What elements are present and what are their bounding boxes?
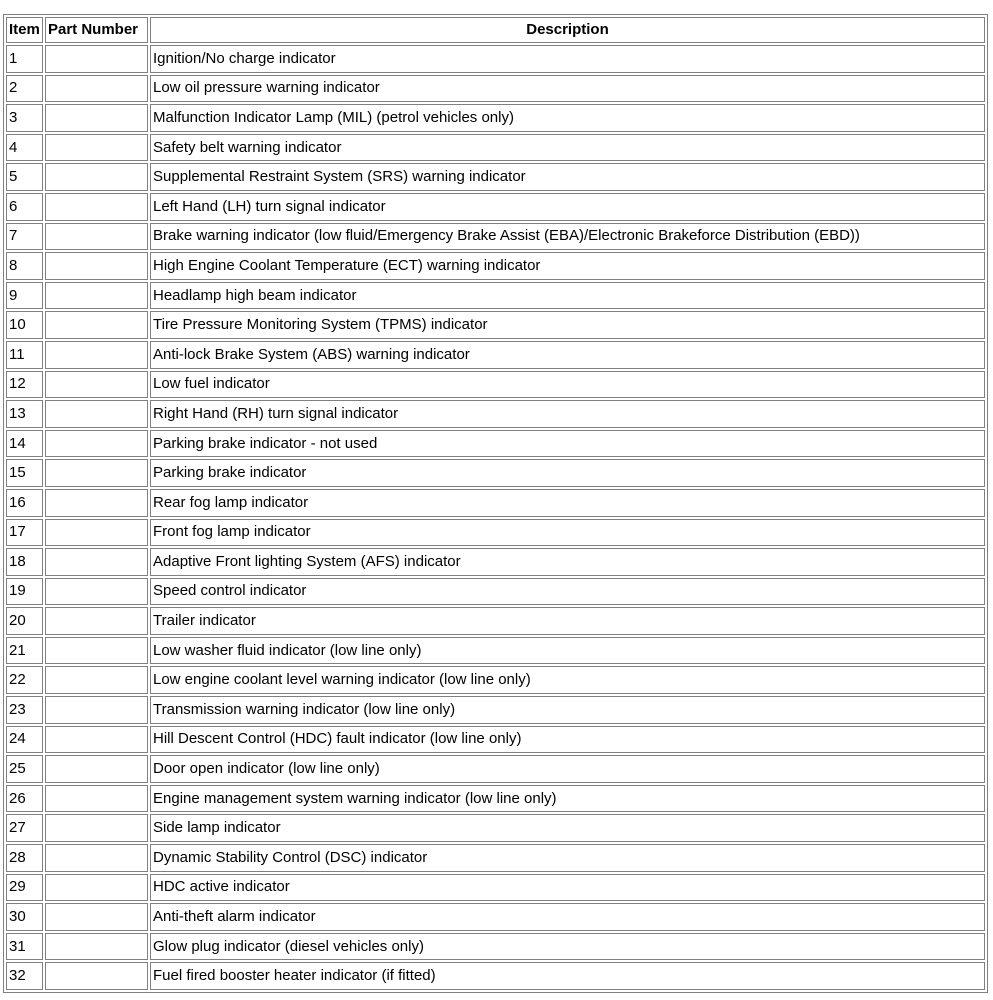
item-cell: 21 — [6, 637, 43, 665]
item-cell: 6 — [6, 193, 43, 221]
table-row — [6, 814, 985, 842]
item-cell: 30 — [6, 903, 43, 931]
item-cell: 11 — [6, 341, 43, 369]
part-number-cell — [45, 45, 148, 73]
description-cell: Transmission warning indicator (low line only) — [150, 696, 985, 724]
item-cell: 26 — [6, 785, 43, 813]
item-cell: 7 — [6, 223, 43, 251]
part-number-cell — [45, 726, 148, 754]
part-number-cell — [45, 75, 148, 103]
table-row — [6, 696, 985, 724]
table-row — [6, 519, 985, 547]
table-row — [6, 874, 985, 902]
part-number-cell — [45, 371, 148, 399]
part-number-cell — [45, 489, 148, 517]
description-cell: Speed control indicator — [150, 578, 985, 606]
description-cell: Malfunction Indicator Lamp (MIL) (petrol vehicles only) — [150, 104, 985, 132]
item-cell: 1 — [6, 45, 43, 73]
item-cell: 5 — [6, 163, 43, 191]
table-row — [6, 844, 985, 872]
header-item: Item — [6, 17, 43, 43]
item-cell: 15 — [6, 459, 43, 487]
item-cell: 12 — [6, 371, 43, 399]
item-cell: 9 — [6, 282, 43, 310]
description-cell: Glow plug indicator (diesel vehicles only) — [150, 933, 985, 961]
table-row — [6, 755, 985, 783]
item-cell: 28 — [6, 844, 43, 872]
item-cell: 19 — [6, 578, 43, 606]
item-cell: 16 — [6, 489, 43, 517]
table-row — [6, 933, 985, 961]
description-cell: Ignition/No charge indicator — [150, 45, 985, 73]
table-row — [6, 785, 985, 813]
item-cell: 25 — [6, 755, 43, 783]
part-number-cell — [45, 400, 148, 428]
part-number-cell — [45, 903, 148, 931]
table-row — [6, 252, 985, 280]
description-cell: Safety belt warning indicator — [150, 134, 985, 162]
table-row — [6, 903, 985, 931]
item-cell: 2 — [6, 75, 43, 103]
part-number-cell — [45, 696, 148, 724]
description-cell: Trailer indicator — [150, 607, 985, 635]
part-number-cell — [45, 223, 148, 251]
item-cell: 31 — [6, 933, 43, 961]
item-cell: 27 — [6, 814, 43, 842]
description-cell: Hill Descent Control (HDC) fault indicator (low line only) — [150, 726, 985, 754]
table-row — [6, 430, 985, 458]
part-number-cell — [45, 785, 148, 813]
item-cell: 13 — [6, 400, 43, 428]
item-cell: 18 — [6, 548, 43, 576]
item-cell: 17 — [6, 519, 43, 547]
part-number-cell — [45, 104, 148, 132]
description-cell: Right Hand (RH) turn signal indicator — [150, 400, 985, 428]
description-cell: Parking brake indicator — [150, 459, 985, 487]
part-number-cell — [45, 637, 148, 665]
item-cell: 10 — [6, 311, 43, 339]
part-number-cell — [45, 282, 148, 310]
table-row — [6, 223, 985, 251]
table-row — [6, 400, 985, 428]
part-number-cell — [45, 548, 148, 576]
table-row — [6, 311, 985, 339]
description-cell: Anti-theft alarm indicator — [150, 903, 985, 931]
part-number-cell — [45, 430, 148, 458]
part-number-cell — [45, 607, 148, 635]
table-row — [6, 193, 985, 221]
description-cell: Parking brake indicator - not used — [150, 430, 985, 458]
description-cell: Engine management system warning indicator (low line only) — [150, 785, 985, 813]
header-description: Description — [150, 17, 985, 43]
item-cell: 3 — [6, 104, 43, 132]
description-cell: Fuel fired booster heater indicator (if fitted) — [150, 962, 985, 990]
table-row — [6, 282, 985, 310]
description-cell: Dynamic Stability Control (DSC) indicator — [150, 844, 985, 872]
part-number-cell — [45, 933, 148, 961]
description-cell: Rear fog lamp indicator — [150, 489, 985, 517]
description-cell: Left Hand (LH) turn signal indicator — [150, 193, 985, 221]
table-row — [6, 578, 985, 606]
table-row — [6, 666, 985, 694]
part-number-cell — [45, 814, 148, 842]
description-cell: Headlamp high beam indicator — [150, 282, 985, 310]
item-cell: 20 — [6, 607, 43, 635]
header-part-number: Part Number — [45, 17, 148, 43]
part-number-cell — [45, 755, 148, 783]
description-cell: Front fog lamp indicator — [150, 519, 985, 547]
part-number-cell — [45, 134, 148, 162]
table-row — [6, 548, 985, 576]
description-cell: Door open indicator (low line only) — [150, 755, 985, 783]
description-cell: Low engine coolant level warning indicator (low line only) — [150, 666, 985, 694]
table-row — [6, 607, 985, 635]
part-number-cell — [45, 341, 148, 369]
description-cell: Anti-lock Brake System (ABS) warning indicator — [150, 341, 985, 369]
table-row — [6, 163, 985, 191]
header-row — [6, 17, 985, 43]
item-cell: 4 — [6, 134, 43, 162]
parts-table — [3, 14, 988, 993]
description-cell: HDC active indicator — [150, 874, 985, 902]
table-row — [6, 134, 985, 162]
description-cell: Side lamp indicator — [150, 814, 985, 842]
table-row — [6, 459, 985, 487]
part-number-cell — [45, 666, 148, 694]
part-number-cell — [45, 311, 148, 339]
part-number-cell — [45, 962, 148, 990]
part-number-cell — [45, 874, 148, 902]
description-cell: Tire Pressure Monitoring System (TPMS) indicator — [150, 311, 985, 339]
part-number-cell — [45, 844, 148, 872]
part-number-cell — [45, 252, 148, 280]
item-cell: 14 — [6, 430, 43, 458]
table-row — [6, 45, 985, 73]
table-row — [6, 75, 985, 103]
description-cell: Low oil pressure warning indicator — [150, 75, 985, 103]
description-cell: Brake warning indicator (low fluid/Emergency Brake Assist (EBA)/Electronic Brakeforce Distribution (EBD)) — [150, 223, 985, 251]
part-number-cell — [45, 578, 148, 606]
item-cell: 8 — [6, 252, 43, 280]
table-body — [6, 45, 985, 990]
item-cell: 29 — [6, 874, 43, 902]
part-number-cell — [45, 519, 148, 547]
table-row — [6, 637, 985, 665]
description-cell: Low fuel indicator — [150, 371, 985, 399]
part-number-cell — [45, 193, 148, 221]
table-row — [6, 104, 985, 132]
description-cell: Low washer fluid indicator (low line only) — [150, 637, 985, 665]
table-row — [6, 489, 985, 517]
table-row — [6, 341, 985, 369]
table-row — [6, 726, 985, 754]
item-cell: 23 — [6, 696, 43, 724]
part-number-cell — [45, 163, 148, 191]
item-cell: 22 — [6, 666, 43, 694]
description-cell: Adaptive Front lighting System (AFS) indicator — [150, 548, 985, 576]
item-cell: 24 — [6, 726, 43, 754]
description-cell: Supplemental Restraint System (SRS) warning indicator — [150, 163, 985, 191]
item-cell: 32 — [6, 962, 43, 990]
table-row — [6, 371, 985, 399]
table-row — [6, 962, 985, 990]
part-number-cell — [45, 459, 148, 487]
description-cell: High Engine Coolant Temperature (ECT) warning indicator — [150, 252, 985, 280]
